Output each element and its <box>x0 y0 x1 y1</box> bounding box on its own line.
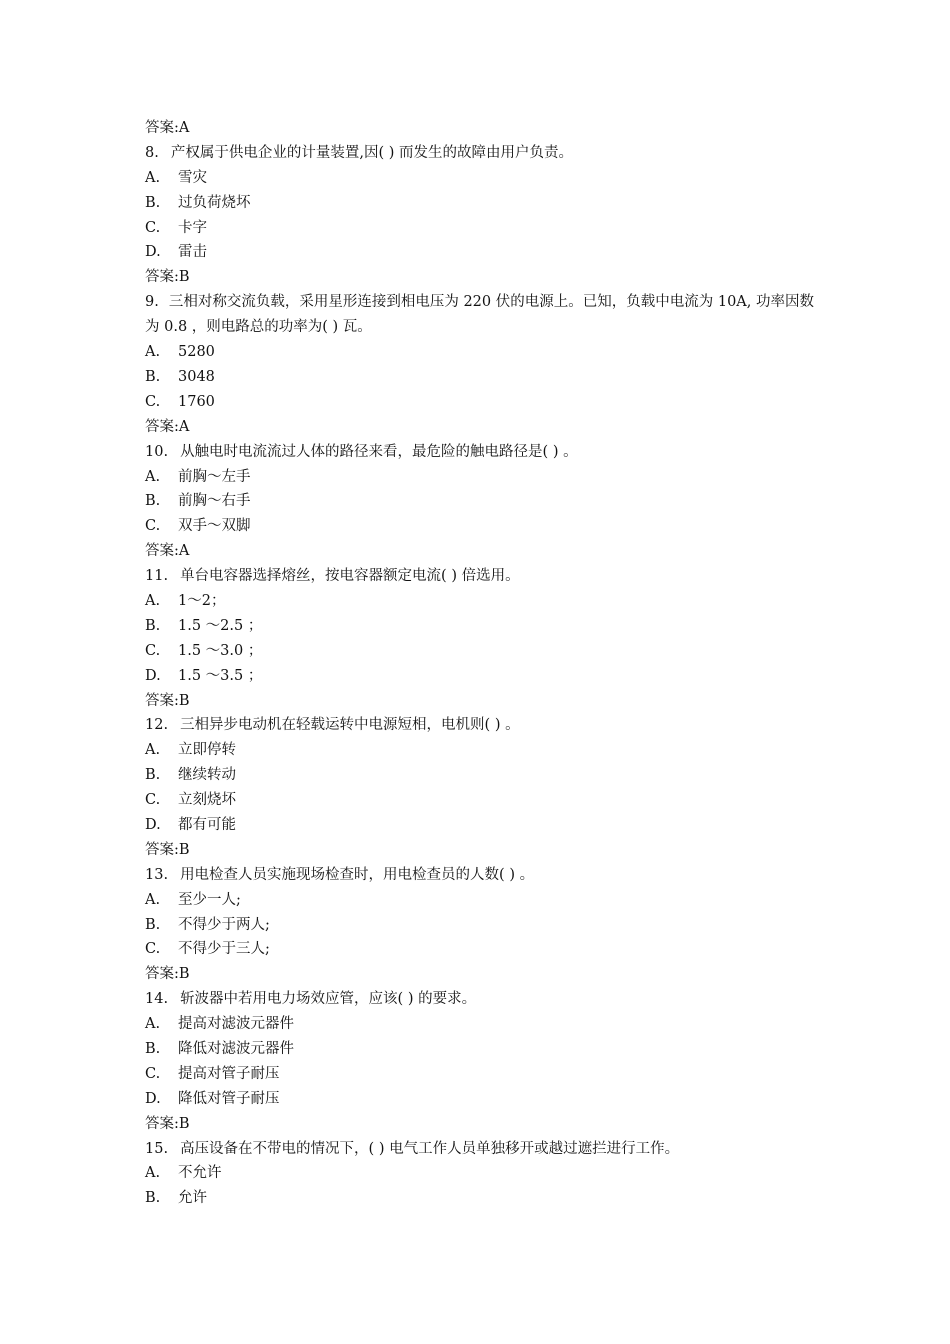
question-block <box>145 290 825 439</box>
option-letter: D. <box>145 1090 161 1107</box>
question-block <box>145 1137 825 1212</box>
question-text: 从触电时电流流过人体的路径来看，最危险的触电路径是( ) 。 <box>180 443 578 460</box>
question-block <box>145 713 825 862</box>
question-stem <box>145 564 825 589</box>
question-number: 13. <box>145 866 169 883</box>
option-row <box>145 1161 825 1186</box>
question-number: 8. <box>145 144 159 161</box>
option-row <box>145 788 825 813</box>
question-stem <box>145 440 825 465</box>
question-stem <box>145 987 825 1012</box>
option-letter: C. <box>145 642 161 659</box>
option-row <box>145 216 825 241</box>
answer-line: 答案:A <box>145 418 190 435</box>
option-text: 3048 <box>178 368 215 385</box>
option-letter: A. <box>145 1165 161 1182</box>
answer-line: 答案:B <box>145 269 190 286</box>
answer-line: 答案:B <box>145 692 190 709</box>
option-letter: A. <box>145 1016 161 1033</box>
option-row <box>145 614 825 639</box>
option-row <box>145 763 825 788</box>
option-text: 1.5 ～3.0 ； <box>178 642 263 659</box>
option-text: 前胸～左手 <box>178 468 251 485</box>
option-row <box>145 1062 825 1087</box>
option-letter: A. <box>145 344 161 361</box>
option-row <box>145 813 825 838</box>
option-text: 立刻烧坏 <box>178 792 236 809</box>
option-letter: B. <box>145 767 161 784</box>
option-text: 1～2； <box>178 592 226 609</box>
option-letter: B. <box>145 493 161 510</box>
option-text: 提高对管子耐压 <box>178 1065 280 1082</box>
option-letter: B. <box>145 368 161 385</box>
option-text: 继续转动 <box>178 767 236 784</box>
option-letter: C. <box>145 941 161 958</box>
option-row <box>145 888 825 913</box>
option-text: 前胸～右手 <box>178 493 251 510</box>
option-row <box>145 489 825 514</box>
question-block <box>145 440 825 564</box>
option-letter: D. <box>145 667 161 684</box>
option-text: 都有可能 <box>178 816 236 833</box>
question-text: 三相对称交流负载，采用星形连接到相电压为 220 伏的电源上。已知，负载中电流为 10A, 功率因数为 0.8 ，则电路总的功率为( ) 瓦。 <box>145 294 814 336</box>
question-text: 高压设备在不带电的情况下，( ) 电气工作人员单独移开或越过遮拦进行工作。 <box>180 1140 680 1157</box>
option-text: 1.5 ～3.5 ； <box>178 667 263 684</box>
option-text: 过负荷烧坏 <box>178 194 251 211</box>
option-letter: D. <box>145 816 161 833</box>
option-letter: C. <box>145 1065 161 1082</box>
option-letter: D. <box>145 244 161 261</box>
answer-line: 答案:A <box>145 543 190 560</box>
question-text: 斩波器中若用电力场效应管，应该( ) 的要求。 <box>180 991 477 1008</box>
question-text: 产权属于供电企业的计量装置,因( ) 而发生的故障由用户负责。 <box>170 144 573 161</box>
question-number: 14. <box>145 991 169 1008</box>
option-row <box>145 166 825 191</box>
option-row <box>145 191 825 216</box>
document-body <box>145 116 825 1211</box>
answer-line: 答案:B <box>145 966 190 983</box>
option-letter: B. <box>145 1040 161 1057</box>
option-text: 至少一人; <box>178 891 241 908</box>
question-number: 15. <box>145 1140 169 1157</box>
question-number: 10. <box>145 443 169 460</box>
option-row <box>145 340 825 365</box>
question-number: 9. <box>145 294 159 311</box>
question-block <box>145 863 825 987</box>
question-stem <box>145 713 825 738</box>
answer-line: 答案:B <box>145 1115 190 1132</box>
option-letter: A. <box>145 468 161 485</box>
option-text: 卡字 <box>178 219 207 236</box>
option-letter: B. <box>145 194 161 211</box>
question-stem <box>145 1137 825 1162</box>
question-stem <box>145 290 825 340</box>
option-text: 不得少于三人; <box>178 941 270 958</box>
option-row <box>145 1186 825 1211</box>
option-letter: C. <box>145 393 161 410</box>
option-text: 双手～双脚 <box>178 518 251 535</box>
option-row <box>145 738 825 763</box>
option-row <box>145 664 825 689</box>
option-letter: A. <box>145 592 161 609</box>
option-text: 雪灾 <box>178 169 207 186</box>
option-row <box>145 514 825 539</box>
option-row <box>145 465 825 490</box>
option-row <box>145 365 825 390</box>
question-stem <box>145 141 825 166</box>
question-number: 12. <box>145 717 169 734</box>
option-row <box>145 390 825 415</box>
option-letter: C. <box>145 518 161 535</box>
option-row <box>145 913 825 938</box>
option-text: 降低对管子耐压 <box>178 1090 280 1107</box>
option-row <box>145 1012 825 1037</box>
question-text: 单台电容器选择熔丝，按电容器额定电流( ) 倍选用。 <box>180 568 520 585</box>
option-letter: B. <box>145 1190 161 1207</box>
option-text: 允许 <box>178 1190 207 1207</box>
option-row <box>145 937 825 962</box>
option-letter: C. <box>145 792 161 809</box>
option-text: 不允许 <box>178 1165 222 1182</box>
option-text: 1760 <box>178 393 215 410</box>
option-row <box>145 589 825 614</box>
option-letter: C. <box>145 219 161 236</box>
option-text: 雷击 <box>178 244 207 261</box>
question-number: 11. <box>145 568 169 585</box>
option-row <box>145 1087 825 1112</box>
option-row <box>145 240 825 265</box>
option-row <box>145 1037 825 1062</box>
question-block <box>145 141 825 290</box>
option-row <box>145 639 825 664</box>
option-letter: B. <box>145 916 161 933</box>
answer-line: 答案:B <box>145 841 190 858</box>
option-text: 提高对滤波元器件 <box>178 1016 294 1033</box>
option-letter: A. <box>145 891 161 908</box>
question-block <box>145 987 825 1136</box>
option-text: 不得少于两人; <box>178 916 270 933</box>
option-text: 5280 <box>178 344 215 361</box>
option-text: 立即停转 <box>178 742 236 759</box>
option-text: 降低对滤波元器件 <box>178 1040 294 1057</box>
answer-line: 答案:A <box>145 120 190 136</box>
option-text: 1.5 ～2.5 ； <box>178 617 263 634</box>
question-text: 用电检查人员实施现场检查时，用电检查员的人数( ) 。 <box>180 866 535 883</box>
question-text: 三相异步电动机在轻载运转中电源短相，电机则( ) 。 <box>180 717 520 734</box>
question-stem <box>145 863 825 888</box>
option-letter: A. <box>145 742 161 759</box>
option-letter: A. <box>145 169 161 186</box>
option-letter: B. <box>145 617 161 634</box>
question-block <box>145 564 825 713</box>
